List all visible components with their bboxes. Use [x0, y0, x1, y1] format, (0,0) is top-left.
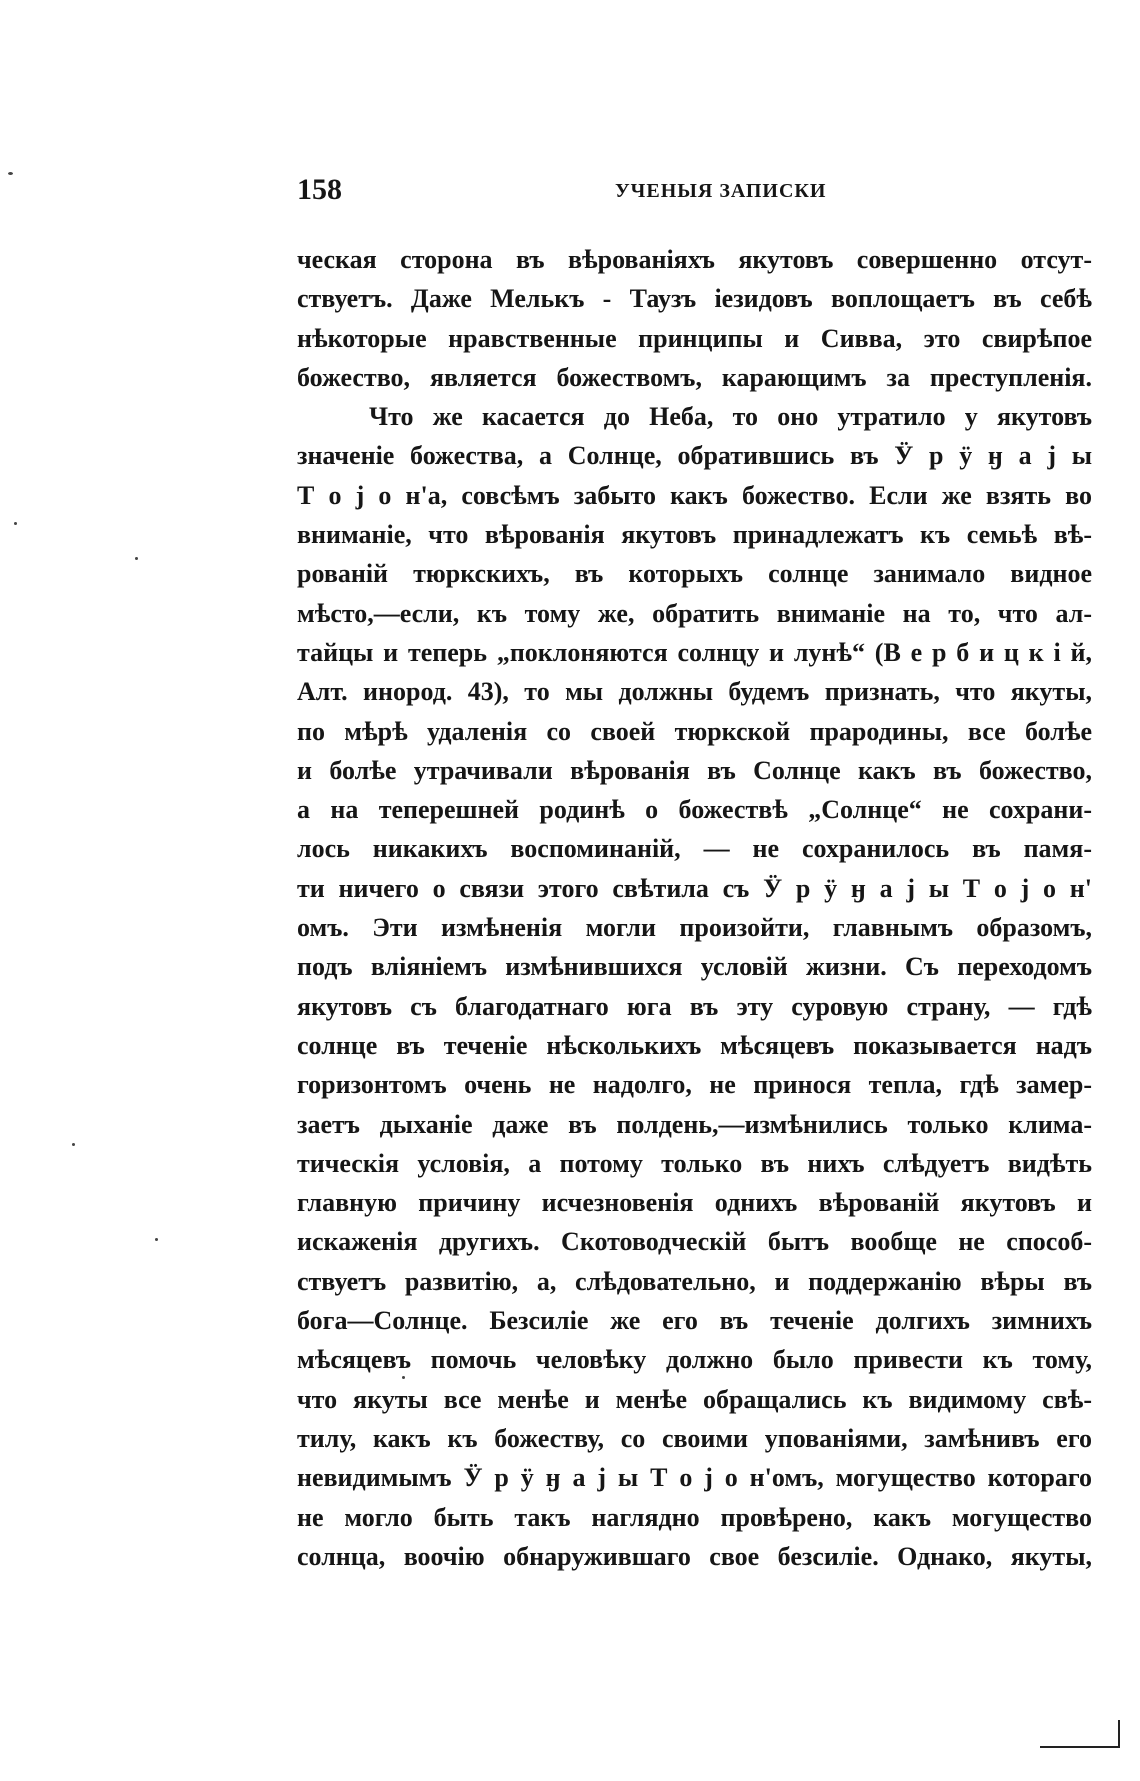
text-line-24: тическія условія, а потому только въ нихъ слѣдуетъ видѣть	[297, 1148, 1092, 1178]
text-line-14: и болѣе утрачивали вѣрованія въ Солнце какъ въ божество,	[297, 755, 1092, 785]
text-line-10: мѣсто,—если, къ тому же, обратить вниманіе на то, что ал-	[297, 598, 1092, 628]
text-line-27: ствуетъ развитію, а, слѣдовательно, и поддержанію вѣры въ	[297, 1266, 1092, 1296]
text-line-34: солнца, воочію обнаружившаго свое безсиліе. Однако, якуты,	[297, 1541, 1092, 1571]
text-line-9: рованій тюркскихъ, въ которыхъ солнце занимало видное	[297, 559, 1092, 589]
text-line-18: омъ. Эти измѣненія могли произойти, главнымъ образомъ,	[297, 913, 1092, 943]
text-line-25: главную причину исчезновенія однихъ вѣрованій якутовъ и	[297, 1188, 1092, 1218]
text-line-3: нѣкоторые нравственные принципы и Сивва, это свирѣпое	[297, 323, 1092, 353]
scan-corner-mark	[1040, 1720, 1120, 1748]
scan-speck	[8, 172, 13, 175]
text-line-17: ти ничего о связи этого свѣтила съ Ӱ р ӱ ӈ а ј ы Т о ј о н'	[297, 873, 1092, 903]
text-line-13: по мѣрѣ удаленія со своей тюркской прародины, все болѣе	[297, 716, 1092, 746]
body-text	[297, 240, 1092, 1576]
running-header	[297, 170, 1087, 210]
text-line-7: Т о ј о н'а, совсѣмъ забыто какъ божество. Если же взять во	[297, 480, 1092, 510]
scan-speck	[135, 557, 138, 560]
text-line-5: Что же касается до Неба, то оно утратило у якутовъ	[369, 402, 1092, 432]
text-line-26: искаженія другихъ. Скотоводческій бытъ вообще не способ-	[297, 1227, 1092, 1257]
text-line-2: ствуетъ. Даже Мелькъ - Таузъ іезидовъ воплощаетъ въ себѣ	[297, 284, 1092, 314]
text-line-28: бога—Солнце. Безсиліе же его въ теченіе долгихъ зимнихъ	[297, 1306, 1092, 1336]
text-line-21: солнце въ теченіе нѣсколькихъ мѣсяцевъ показывается надъ	[297, 1030, 1092, 1060]
text-line-19: подъ вліяніемъ измѣнившихся условій жизни. Съ переходомъ	[297, 952, 1092, 982]
scan-speck	[402, 1376, 405, 1379]
text-line-22: горизонтомъ очень не надолго, не принося тепла, гдѣ замер-	[297, 1070, 1092, 1100]
text-line-30: что якуты все менѣе и менѣе обращались къ видимому свѣ-	[297, 1384, 1092, 1414]
text-line-6: значеніе божества, а Солнце, обратившись въ Ӱ р ӱ ӈ а ј ы	[297, 441, 1092, 471]
text-line-1: ческая сторона въ вѣрованіяхъ якутовъ совершенно отсут-	[297, 245, 1092, 274]
text-line-15: а на теперешней родинѣ о божествѣ „Солнце“ не сохрани-	[297, 795, 1092, 825]
text-line-12: Алт. инород. 43), то мы должны будемъ признать, что якуты,	[297, 677, 1092, 707]
text-line-29: мѣсяцевъ помочь человѣку должно было привести къ тому,	[297, 1345, 1092, 1375]
text-line-8: вниманіе, что вѣрованія якутовъ принадлежатъ къ семьѣ вѣ-	[297, 520, 1092, 550]
scan-speck	[72, 1143, 75, 1146]
text-line-16: лось никакихъ воспоминаній, — не сохранилось въ памя-	[297, 834, 1092, 864]
text-line-23: заетъ дыханіе даже въ полдень,—измѣнились только клима-	[297, 1109, 1092, 1139]
page-number: 158	[297, 173, 342, 206]
running-title: УЧЕНЫЯ ЗАПИСКИ	[615, 180, 827, 202]
text-line-4: божество, является божествомъ, карающимъ за преступленія.	[297, 362, 1092, 392]
text-line-11: тайцы и теперь „поклоняются солнцу и лунѣ“ (В е р б и ц к і й,	[297, 637, 1092, 667]
text-line-31: тилу, какъ къ божеству, со своими упованіями, замѣнивъ его	[297, 1423, 1092, 1453]
text-line-20: якутовъ съ благодатнаго юга въ эту суровую страну, — гдѣ	[297, 991, 1092, 1021]
scan-speck	[14, 522, 17, 525]
text-line-32: невидимымъ Ӱ р ӱ ӈ а ј ы Т о ј о н'омъ, могущество котораго	[297, 1463, 1092, 1493]
text-line-33: не могло быть такъ наглядно провѣрено, какъ могущество	[297, 1502, 1092, 1532]
scan-speck	[155, 1238, 158, 1241]
